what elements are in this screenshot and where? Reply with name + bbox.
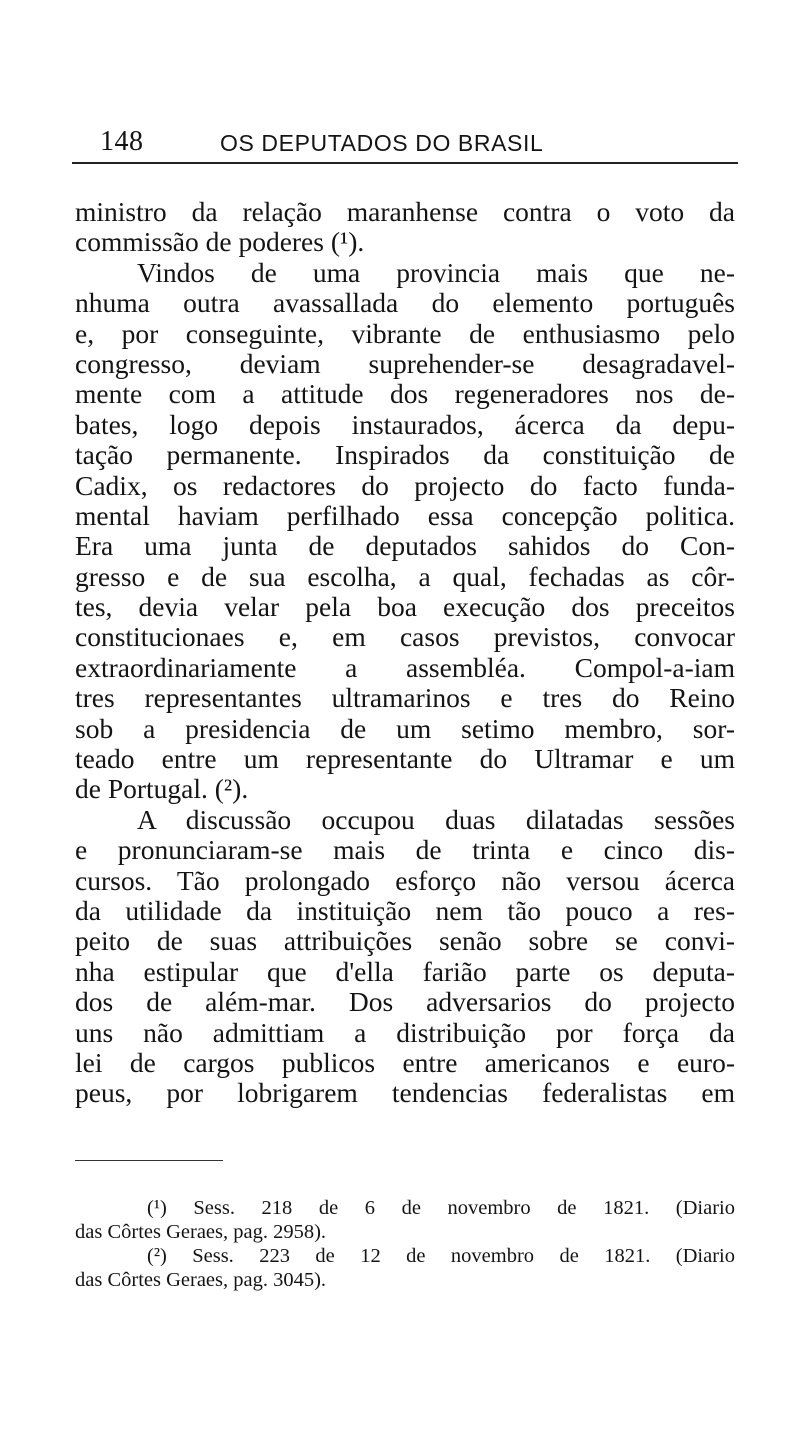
footnotes — [75, 1196, 735, 1292]
text-line: e pronunciaram-se mais de trinta e cinco dis- — [75, 834, 735, 866]
text-line: tes, devia velar pela boa execução dos preceitos — [75, 591, 735, 623]
text-line: tação permanente. Inspirados da constituição de — [75, 439, 735, 471]
page-number: 148 — [100, 126, 144, 157]
text-line: e, por conseguinte, vibrante de enthusiasmo pelo — [75, 317, 735, 349]
text-line: mente com a attitude dos regeneradores nos de- — [75, 378, 735, 410]
text-line: nhuma outra avassallada do elemento português — [75, 287, 735, 319]
text-line: tres representantes ultramarinos e tres do Reino — [75, 682, 735, 714]
text-line: gresso e de sua escolha, a qual, fechadas as côr- — [75, 560, 735, 592]
footnote-line: (¹) Sess. 218 de 6 de novembro de 1821. (Diario — [147, 1197, 735, 1219]
text-line: peito de suas attribuições senão sobre se convi- — [75, 925, 735, 957]
text-line: sob a presidencia de um setimo membro, sor- — [75, 712, 735, 744]
text-line: constitucionaes e, em casos previstos, convocar — [75, 621, 735, 653]
text-line: dos de além-mar. Dos adversarios do projecto — [75, 986, 735, 1018]
footnote-line: das Côrtes Geraes, pag. 2958). — [75, 1221, 327, 1243]
text-line: teado entre um representante do Ultramar e um — [75, 743, 735, 775]
text-line: peus, por lobrigarem tendencias federalistas em — [75, 1077, 735, 1109]
text-line: nha estipular que d'ella farião parte os deputa- — [75, 955, 735, 987]
text-line: mental haviam perfilhado essa concepção politica. — [75, 499, 735, 531]
text-line: A discussão occupou duas dilatadas sessões — [137, 803, 735, 835]
header-rule — [72, 162, 738, 164]
text-line: ministro da relação maranhense contra o voto da — [75, 196, 735, 227]
text-line: uns não admittiam a distribuição por força da — [75, 1016, 735, 1048]
text-line: bates, logo depois instaurados, ácerca da depu- — [75, 408, 735, 440]
text-line: da utilidade da instituição nem tão pouco a res- — [75, 894, 735, 926]
text-line: extraordinariamente a assembléa. Compol-a-iam — [75, 651, 735, 683]
text-line: cursos. Tão prolongado esforço não versou ácerca — [75, 864, 735, 896]
text-line: Cadix, os redactores do projecto do facto funda- — [75, 469, 735, 501]
text-line: congresso, deviam suprehender-se desagradavel- — [75, 347, 735, 379]
footnote-line: (²) Sess. 223 de 12 de novembro de 1821. (Diario — [147, 1245, 735, 1267]
text-line: Era uma junta de deputados sahidos do Con- — [75, 530, 735, 562]
footnote-line: das Côrtes Geraes, pag. 3045). — [75, 1269, 327, 1291]
text-line: lei de cargos publicos entre americanos e euro- — [75, 1046, 735, 1078]
body-text — [75, 197, 735, 1109]
footnote-rule — [75, 1160, 223, 1161]
page-header — [100, 122, 740, 162]
text-line: Vindos de uma provincia mais que ne- — [137, 256, 735, 288]
text-line: commissão de poderes (¹). — [75, 226, 365, 258]
text-line: de Portugal. (²). — [75, 773, 249, 805]
running-title: OS DEPUTADOS DO BRASIL — [220, 130, 544, 156]
